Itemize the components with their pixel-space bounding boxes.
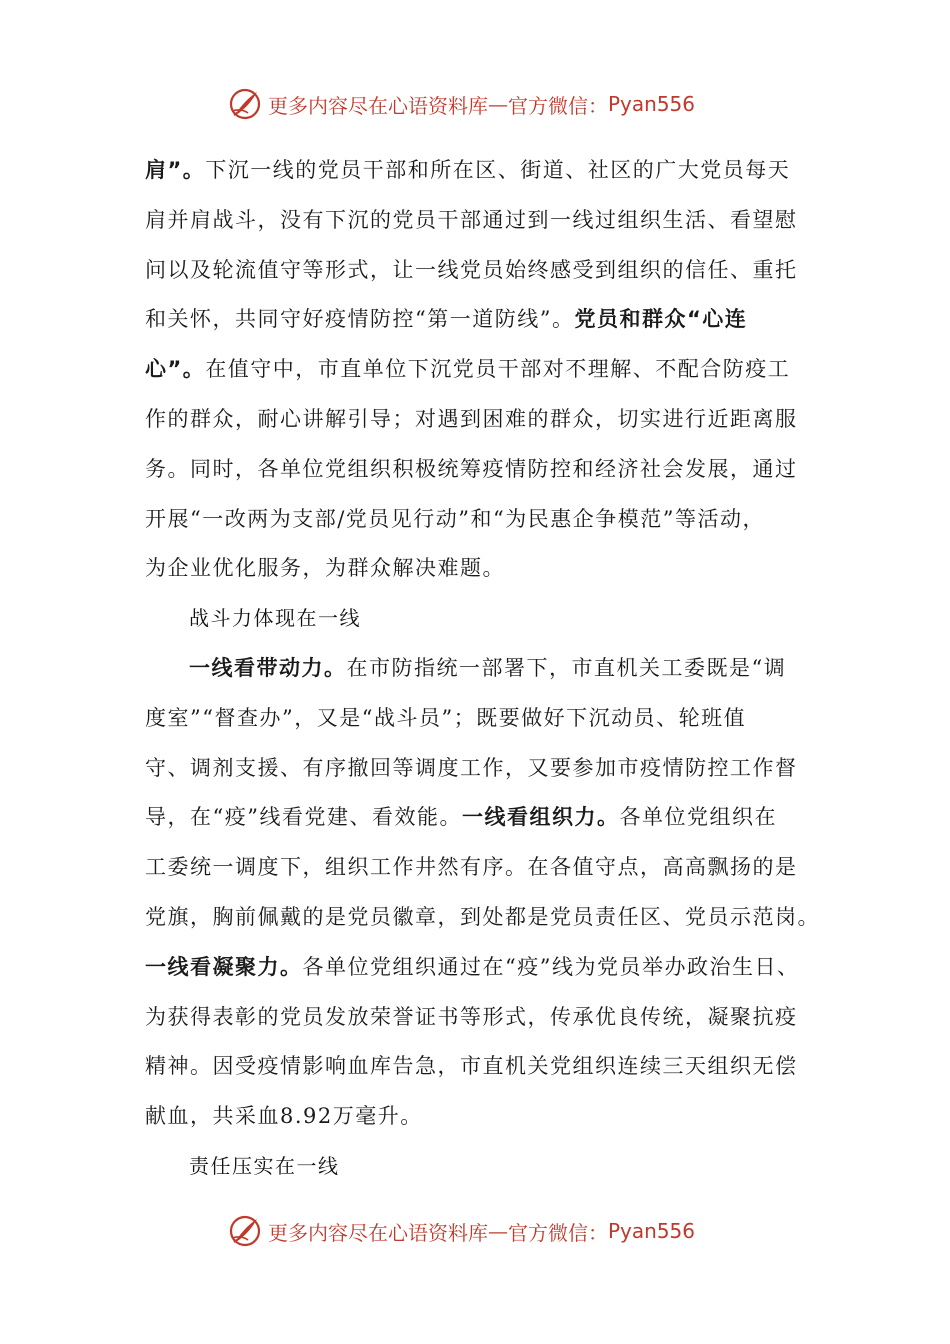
bold-phrase: 心”。 <box>145 357 206 382</box>
paragraph-line <box>145 345 825 395</box>
bold-phrase: 一线看组织力。 <box>461 805 620 830</box>
paragraph-line <box>145 793 825 843</box>
paragraph-line: 为获得表彰的党员发放荣誉证书等形式，传承优良传统，凝聚抗疫 <box>145 1004 798 1029</box>
paragraph-line: 作的群众，耐心讲解引导；对遇到困难的群众，切实进行近距离服 <box>145 406 798 431</box>
line-text: 和关怀，共同守好疫情防控“第一道防线”。 <box>145 307 575 332</box>
line-text: 各单位党组织通过在“疫”线为党员举办政治生日、 <box>302 954 800 979</box>
bold-phrase: 一线看凝聚力。 <box>145 954 303 979</box>
paragraph-line: 务。同时，各单位党组织积极统筹疫情防控和经济社会发展，通过 <box>145 456 798 481</box>
banner-wechat-label: 官方微信： <box>508 1220 608 1245</box>
line-text: 导，在“疫”线看党建、看效能。 <box>145 805 462 830</box>
paragraph-line: 肩并肩战斗，没有下沉的党员干部通过到一线过组织生活、看望慰 <box>145 207 798 232</box>
banner-wechat-id: Pyan556 <box>608 92 696 116</box>
paragraph-line <box>145 943 825 993</box>
section-heading: 责任压实在一线 <box>189 1153 340 1178</box>
banner-brand-text: 更多内容尽在心语资料库 <box>268 93 488 118</box>
bold-phrase: 肩”。 <box>145 158 206 182</box>
header-banner <box>228 84 695 124</box>
bold-phrase: 党员和群众“心连 <box>574 307 748 332</box>
bold-phrase: 一线看带动力。 <box>189 655 347 680</box>
banner-dash: — <box>488 1219 508 1243</box>
paragraph-line: 为企业优化服务，为群众解决难题。 <box>145 556 505 581</box>
paragraph-line: 献血，共采血8.92万毫升。 <box>145 1104 423 1129</box>
document-body <box>145 146 825 1192</box>
banner-dash: — <box>488 92 508 116</box>
line-text: 在值守中，市直单位下沉党员干部对不理解、不配合防疫工 <box>205 357 791 382</box>
section-heading: 战斗力体现在一线 <box>189 606 361 631</box>
footer-banner <box>228 1211 695 1251</box>
quill-pen-logo-icon <box>228 1214 262 1248</box>
paragraph-line: 党旗，胸前佩戴的是党员徽章，到处都是党员责任区、党员示范岗。 <box>145 904 820 929</box>
paragraph-line <box>145 146 825 196</box>
line-text: 在市防指统一部署下，市直机关工委既是“调 <box>346 655 787 680</box>
paragraph-line: 精神。因受疫情影响血库告急，市直机关党组织连续三天组织无偿 <box>145 1054 798 1079</box>
banner-wechat-id: Pyan556 <box>608 1219 696 1243</box>
line-text: 各单位党组织在 <box>619 805 777 830</box>
banner-wechat-label: 官方微信： <box>508 93 608 118</box>
banner-brand-text: 更多内容尽在心语资料库 <box>268 1220 488 1245</box>
paragraph-line: 守、调剂支援、有序撤回等调度工作，又要参加市疫情防控工作督 <box>145 755 798 780</box>
line-text: 下沉一线的党员干部和所在区、街道、社区的广大党员每天 <box>205 158 791 182</box>
paragraph-line: 开展“一改两为支部/党员见行动”和“为民惠企争模范”等活动， <box>145 506 766 531</box>
paragraph-line: 工委统一调度下，组织工作井然有序。在各值守点，高高飘扬的是 <box>145 855 798 880</box>
paragraph-line <box>145 295 825 345</box>
paragraph-line <box>145 644 825 694</box>
paragraph-line: 问以及轮流值守等形式，让一线党员始终感受到组织的信任、重托 <box>145 257 798 282</box>
paragraph-line: 度室”“督查办”，又是“战斗员”；既要做好下沉动员、轮班值 <box>145 705 747 730</box>
quill-pen-logo-icon <box>228 87 262 121</box>
